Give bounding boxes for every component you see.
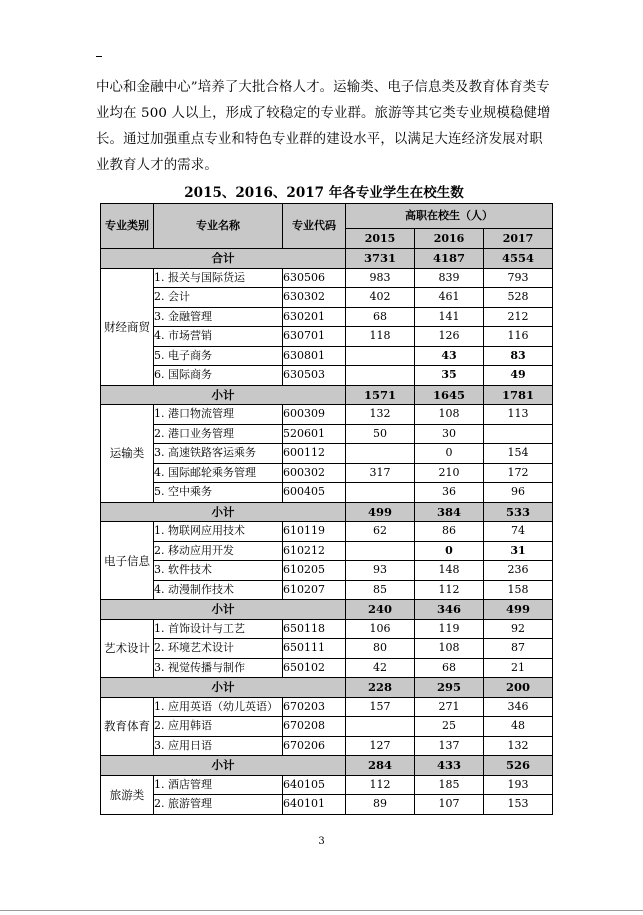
header-major-name: 专业名称 <box>154 204 283 249</box>
enrollment-value-cell: 132 <box>484 736 553 756</box>
category-cell: 艺术设计 <box>101 619 154 678</box>
subtotal-row <box>101 756 553 776</box>
intro-paragraph: 中心和金融中心”培养了大批合格人才。运输类、电子信息类及教育体育类专业均在 500 人以上，形成了较稳定的专业群。旅游等其它类专业规模稳健增长。通过加强重点专业和特色专业群的建设水平，以满足大连经济发展对职业教育人才的需求。 <box>96 80 551 173</box>
category-cell: 运输类 <box>101 405 154 503</box>
table-row <box>101 288 553 308</box>
total-2015: 3731 <box>346 249 415 269</box>
major-code-cell: 630503 <box>283 366 346 386</box>
enrollment-value-cell: 85 <box>346 580 415 600</box>
enrollment-value-cell: 112 <box>346 775 415 795</box>
subtotal-label: 小计 <box>101 502 346 522</box>
major-code-cell: 630506 <box>283 268 346 288</box>
subtotal-value-cell: 200 <box>484 678 553 698</box>
table-row <box>101 463 553 483</box>
enrollment-value-cell: 158 <box>484 580 553 600</box>
header-enrollment-group: 高职在校生（人） <box>346 204 553 229</box>
enrollment-value-cell <box>484 424 553 444</box>
enrollment-value-cell: 839 <box>415 268 484 288</box>
major-code-cell: 670206 <box>283 736 346 756</box>
major-name-cell: 1. 港口物流管理 <box>154 405 283 425</box>
major-name-cell: 1. 首饰设计与工艺 <box>154 619 283 639</box>
page-bottom-rule <box>0 910 643 911</box>
header-dash-mark <box>96 56 102 57</box>
table-row <box>101 717 553 737</box>
table-row <box>101 580 553 600</box>
category-cell: 旅游类 <box>101 775 154 814</box>
table-row <box>101 697 553 717</box>
subtotal-value-cell: 228 <box>346 678 415 698</box>
subtotal-row <box>101 600 553 620</box>
enrollment-value-cell: 43 <box>415 346 484 366</box>
enrollment-value-cell: 0 <box>415 541 484 561</box>
subtotal-value-cell: 384 <box>415 502 484 522</box>
major-name-cell: 3. 应用日语 <box>154 736 283 756</box>
subtotal-label: 小计 <box>101 385 346 405</box>
enrollment-table <box>100 203 553 815</box>
enrollment-value-cell: 528 <box>484 288 553 308</box>
major-name-cell: 2. 旅游管理 <box>154 795 283 815</box>
enrollment-value-cell <box>346 346 415 366</box>
major-code-cell: 600309 <box>283 405 346 425</box>
major-code-cell: 650118 <box>283 619 346 639</box>
table-row <box>101 327 553 347</box>
enrollment-value-cell: 137 <box>415 736 484 756</box>
enrollment-value-cell: 346 <box>484 697 553 717</box>
major-code-cell: 630701 <box>283 327 346 347</box>
enrollment-value-cell: 119 <box>415 619 484 639</box>
enrollment-value-cell: 154 <box>484 444 553 464</box>
enrollment-value-cell: 108 <box>415 405 484 425</box>
enrollment-value-cell: 153 <box>484 795 553 815</box>
subtotal-value-cell: 1781 <box>484 385 553 405</box>
enrollment-value-cell: 193 <box>484 775 553 795</box>
table-row <box>101 366 553 386</box>
major-name-cell: 1. 物联网应用技术 <box>154 522 283 542</box>
subtotal-value-cell: 533 <box>484 502 553 522</box>
enrollment-value-cell: 983 <box>346 268 415 288</box>
subtotal-value-cell: 1645 <box>415 385 484 405</box>
enrollment-value-cell: 62 <box>346 522 415 542</box>
enrollment-value-cell: 236 <box>484 561 553 581</box>
enrollment-value-cell: 210 <box>415 463 484 483</box>
enrollment-value-cell: 89 <box>346 795 415 815</box>
subtotal-label: 小计 <box>101 756 346 776</box>
enrollment-value-cell: 402 <box>346 288 415 308</box>
enrollment-value-cell: 68 <box>346 307 415 327</box>
header-year-2015: 2015 <box>346 229 415 249</box>
enrollment-value-cell <box>346 483 415 503</box>
enrollment-value-cell: 68 <box>415 658 484 678</box>
enrollment-value-cell: 31 <box>484 541 553 561</box>
enrollment-value-cell: 172 <box>484 463 553 483</box>
table-row <box>101 522 553 542</box>
major-code-cell: 610119 <box>283 522 346 542</box>
total-label: 合计 <box>101 249 346 269</box>
enrollment-value-cell <box>346 541 415 561</box>
major-code-cell: 640105 <box>283 775 346 795</box>
enrollment-value-cell: 127 <box>346 736 415 756</box>
major-name-cell: 2. 移动应用开发 <box>154 541 283 561</box>
major-code-cell: 610207 <box>283 580 346 600</box>
major-code-cell: 630201 <box>283 307 346 327</box>
major-name-cell: 4. 动漫制作技术 <box>154 580 283 600</box>
table-row <box>101 307 553 327</box>
enrollment-value-cell: 132 <box>346 405 415 425</box>
enrollment-value-cell: 108 <box>415 639 484 659</box>
subtotal-value-cell: 499 <box>346 502 415 522</box>
enrollment-value-cell: 116 <box>484 327 553 347</box>
major-code-cell: 610212 <box>283 541 346 561</box>
subtotal-value-cell: 346 <box>415 600 484 620</box>
enrollment-value-cell: 106 <box>346 619 415 639</box>
enrollment-value-cell: 271 <box>415 697 484 717</box>
table-row <box>101 424 553 444</box>
total-2016: 4187 <box>415 249 484 269</box>
major-name-cell: 1. 应用英语（幼儿英语） <box>154 697 283 717</box>
major-name-cell: 2. 环境艺术设计 <box>154 639 283 659</box>
table-row <box>101 405 553 425</box>
table-row <box>101 619 553 639</box>
enrollment-value-cell: 74 <box>484 522 553 542</box>
major-name-cell: 3. 软件技术 <box>154 561 283 581</box>
subtotal-row <box>101 385 553 405</box>
enrollment-value-cell: 21 <box>484 658 553 678</box>
enrollment-value-cell: 87 <box>484 639 553 659</box>
major-code-cell: 630801 <box>283 346 346 366</box>
enrollment-value-cell: 49 <box>484 366 553 386</box>
subtotal-label: 小计 <box>101 600 346 620</box>
major-name-cell: 3. 视觉传播与制作 <box>154 658 283 678</box>
table-row <box>101 346 553 366</box>
major-name-cell: 4. 市场营销 <box>154 327 283 347</box>
subtotal-value-cell: 433 <box>415 756 484 776</box>
enrollment-value-cell: 212 <box>484 307 553 327</box>
major-code-cell: 670208 <box>283 717 346 737</box>
enrollment-value-cell: 48 <box>484 717 553 737</box>
table-row <box>101 483 553 503</box>
major-code-cell: 650111 <box>283 639 346 659</box>
major-code-cell: 650102 <box>283 658 346 678</box>
enrollment-value-cell: 86 <box>415 522 484 542</box>
subtotal-value-cell: 499 <box>484 600 553 620</box>
enrollment-value-cell <box>346 366 415 386</box>
major-code-cell: 630302 <box>283 288 346 308</box>
enrollment-value-cell: 118 <box>346 327 415 347</box>
major-code-cell: 520601 <box>283 424 346 444</box>
category-cell: 教育体育 <box>101 697 154 756</box>
table-title: 2015、2016、2017 年各专业学生在校生数 <box>184 185 464 201</box>
enrollment-value-cell: 107 <box>415 795 484 815</box>
enrollment-value-cell: 35 <box>415 366 484 386</box>
major-name-cell: 5. 电子商务 <box>154 346 283 366</box>
major-name-cell: 5. 空中乘务 <box>154 483 283 503</box>
major-code-cell: 610205 <box>283 561 346 581</box>
major-name-cell: 1. 报关与国际货运 <box>154 268 283 288</box>
total-row <box>101 249 553 269</box>
enrollment-value-cell: 157 <box>346 697 415 717</box>
enrollment-value-cell: 25 <box>415 717 484 737</box>
enrollment-value-cell: 96 <box>484 483 553 503</box>
header-category: 专业类别 <box>101 204 154 249</box>
major-code-cell: 600302 <box>283 463 346 483</box>
table-row <box>101 561 553 581</box>
enrollment-value-cell: 148 <box>415 561 484 581</box>
table-body <box>101 249 553 815</box>
enrollment-value-cell <box>346 444 415 464</box>
header-year-2017: 2017 <box>484 229 553 249</box>
enrollment-value-cell: 112 <box>415 580 484 600</box>
table-row <box>101 658 553 678</box>
enrollment-value-cell <box>346 717 415 737</box>
subtotal-row <box>101 502 553 522</box>
enrollment-value-cell: 30 <box>415 424 484 444</box>
major-code-cell: 600405 <box>283 483 346 503</box>
subtotal-value-cell: 1571 <box>346 385 415 405</box>
major-name-cell: 3. 金融管理 <box>154 307 283 327</box>
subtotal-value-cell: 284 <box>346 756 415 776</box>
major-name-cell: 2. 港口业务管理 <box>154 424 283 444</box>
enrollment-value-cell: 126 <box>415 327 484 347</box>
major-name-cell: 2. 会计 <box>154 288 283 308</box>
table-row <box>101 736 553 756</box>
enrollment-value-cell: 80 <box>346 639 415 659</box>
category-cell: 财经商贸 <box>101 268 154 385</box>
table-row <box>101 268 553 288</box>
major-name-cell: 4. 国际邮轮乘务管理 <box>154 463 283 483</box>
enrollment-value-cell: 83 <box>484 346 553 366</box>
enrollment-value-cell: 36 <box>415 483 484 503</box>
major-name-cell: 2. 应用韩语 <box>154 717 283 737</box>
subtotal-value-cell: 526 <box>484 756 553 776</box>
total-2017: 4554 <box>484 249 553 269</box>
page-number: 3 <box>318 836 325 847</box>
table-row <box>101 795 553 815</box>
major-code-cell: 600112 <box>283 444 346 464</box>
subtotal-value-cell: 240 <box>346 600 415 620</box>
enrollment-value-cell: 793 <box>484 268 553 288</box>
header-year-2016: 2016 <box>415 229 484 249</box>
enrollment-value-cell: 42 <box>346 658 415 678</box>
major-name-cell: 3. 高速铁路客运乘务 <box>154 444 283 464</box>
subtotal-label: 小计 <box>101 678 346 698</box>
enrollment-value-cell: 50 <box>346 424 415 444</box>
subtotal-value-cell: 295 <box>415 678 484 698</box>
enrollment-value-cell: 141 <box>415 307 484 327</box>
table-row <box>101 444 553 464</box>
enrollment-value-cell: 317 <box>346 463 415 483</box>
subtotal-row <box>101 678 553 698</box>
enrollment-value-cell: 0 <box>415 444 484 464</box>
enrollment-value-cell: 92 <box>484 619 553 639</box>
enrollment-value-cell: 113 <box>484 405 553 425</box>
major-code-cell: 670203 <box>283 697 346 717</box>
table-row <box>101 541 553 561</box>
enrollment-value-cell: 461 <box>415 288 484 308</box>
header-major-code: 专业代码 <box>283 204 346 249</box>
major-name-cell: 6. 国际商务 <box>154 366 283 386</box>
enrollment-value-cell: 185 <box>415 775 484 795</box>
enrollment-value-cell: 93 <box>346 561 415 581</box>
major-name-cell: 1. 酒店管理 <box>154 775 283 795</box>
major-code-cell: 640101 <box>283 795 346 815</box>
category-cell: 电子信息 <box>101 522 154 600</box>
table-row <box>101 639 553 659</box>
table-row <box>101 775 553 795</box>
